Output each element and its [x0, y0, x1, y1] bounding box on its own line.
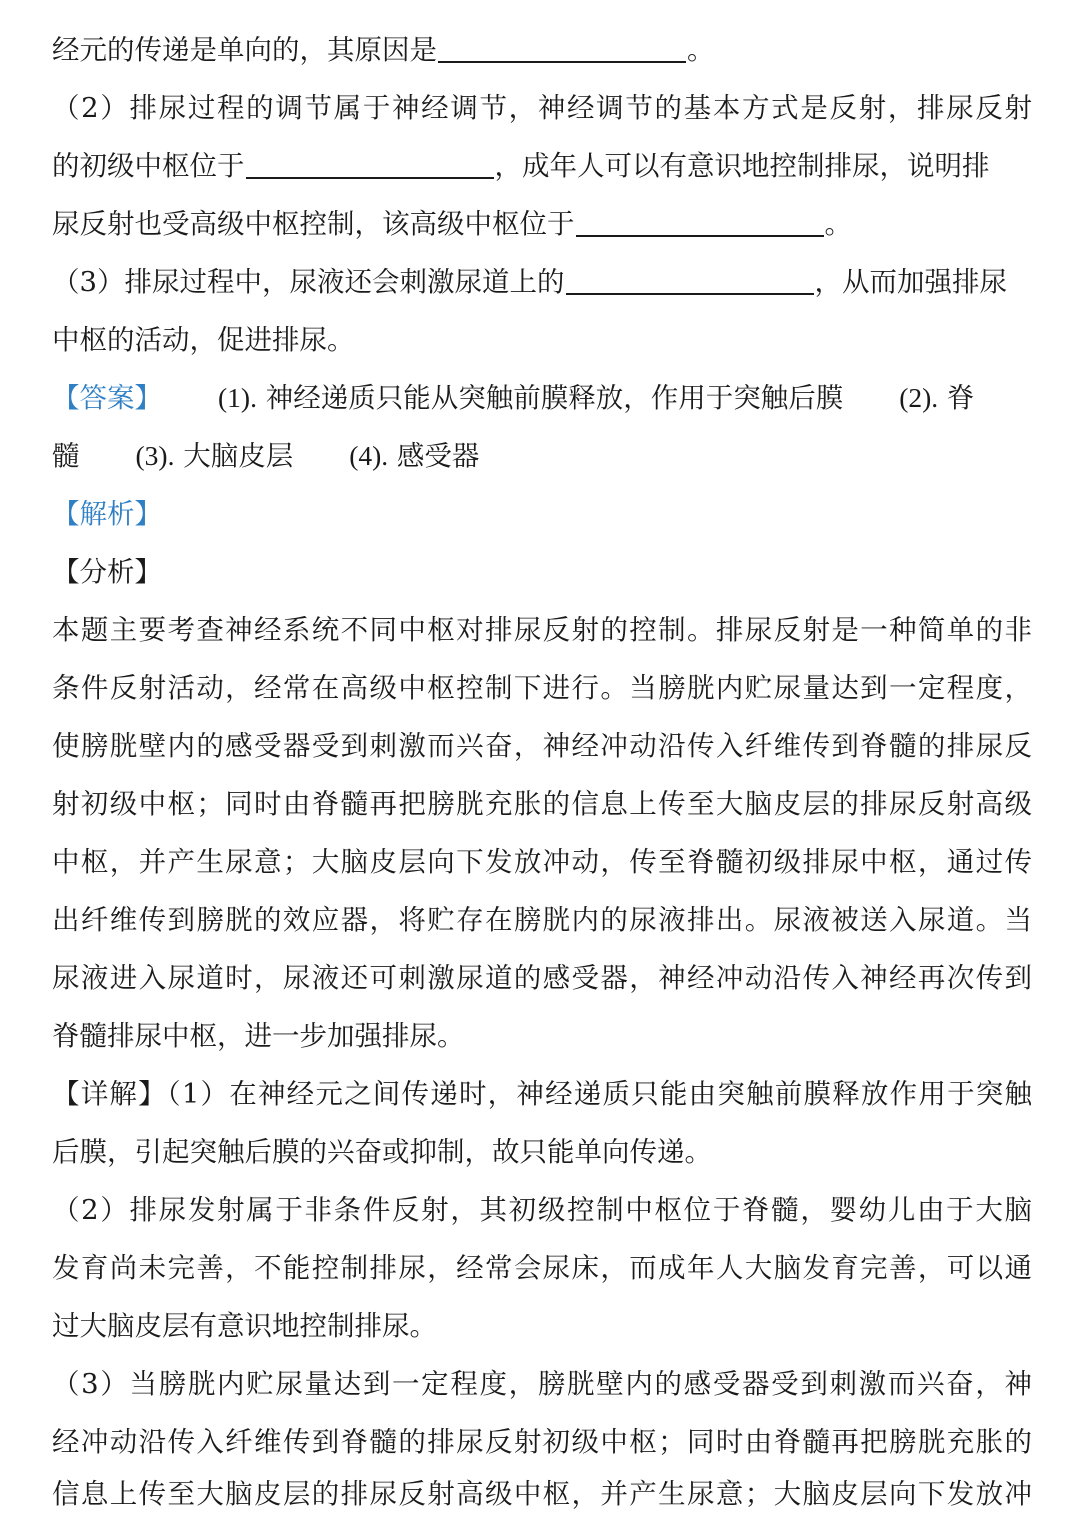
analysis-line: 出纤维传到膀胱的效应器，将贮存在膀胱内的尿液排出。尿液被送入尿道。当 — [52, 904, 1032, 936]
analysis-line: 尿液进入尿道时，尿液还可刺激尿道的感受器，神经冲动沿传入神经再次传到 — [52, 962, 1032, 994]
question-2-line-1: （2）排尿过程的调节属于神经调节，神经调节的基本方式是反射，排尿反射 — [52, 92, 1032, 124]
analysis-line: 条件反射活动，经常在高级中枢控制下进行。当膀胱内贮尿量达到一定程度， — [52, 672, 1032, 704]
analysis-line: 中枢，并产生尿意；大脑皮层向下发放冲动，传至脊髓初级排尿中枢，通过传 — [52, 846, 1032, 878]
question-line-1: 经元的传递是单向的，其原因是 。 — [52, 30, 1032, 70]
answer-1: 神经递质只能从突触前膜释放，作用于突触后膜 — [265, 382, 844, 414]
analysis-line: 射初级中枢；同时由脊髓再把膀胱充胀的信息上传至大脑皮层的排尿反射高级 — [52, 788, 1032, 820]
answer-blank-4 — [566, 263, 814, 295]
answer-line-1: 【答案】 (1). 神经递质只能从突触前膜释放，作用于突触后膜 (2). 脊 — [52, 382, 975, 414]
detail-line: （2）排尿发射属于非条件反射，其初级控制中枢位于脊髓，婴幼儿由于大脑 — [52, 1194, 1032, 1226]
detail-line-1: 【详解】（1）在神经元之间传递时，神经递质只能由突触前膜释放作用于突触 — [52, 1078, 1033, 1110]
detail-line: 发育尚未完善，不能控制排尿，经常会尿床，而成年人大脑发育完善，可以通 — [52, 1252, 1032, 1284]
answer-blank-3 — [576, 205, 824, 237]
answer-2-part-2: 髓 — [52, 440, 80, 472]
answer-blank-1 — [438, 31, 686, 63]
question-text: 经元的传递是单向的，其原因是 — [52, 34, 437, 66]
detail-line: 后膜，引起突触后膜的兴奋或抑制，故只能单向传递。 — [52, 1136, 712, 1168]
answer-4: 感受器 — [396, 440, 480, 472]
answer-line-2: 髓 (3). 大脑皮层 (4). 感受器 — [52, 440, 480, 472]
detail-line: （3）当膀胱内贮尿量达到一定程度，膀胱壁内的感受器受到刺激而兴奋，神 — [52, 1368, 1032, 1400]
detail-line-cut: 信息上传至大脑皮层的排尿反射高级中枢，并产生尿意；大脑皮层向下发放冲 — [52, 1478, 1032, 1510]
answer-blank-2 — [246, 147, 494, 179]
answer-label: 【答案】 — [52, 382, 162, 414]
analysis-label: 【解析】 — [52, 498, 162, 530]
question-3-line-2: 中枢的活动，促进排尿。 — [52, 324, 355, 356]
detail-line: 经冲动沿传入纤维传到脊髓的排尿反射初级中枢；同时由脊髓再把膀胱充胀的 — [52, 1426, 1032, 1458]
analysis-line: 本题主要考查神经系统不同中枢对排尿反射的控制。排尿反射是一种简单的非 — [52, 614, 1032, 646]
question-3-line-1: （3）排尿过程中，尿液还会刺激尿道上的 ，从而加强排尿 — [52, 262, 1032, 302]
answer-3: 大脑皮层 — [183, 440, 294, 472]
detail-line: 过大脑皮层有意识地控制排尿。 — [52, 1310, 437, 1342]
question-2-line-2: 的初级中枢位于 ，成年人可以有意识地控制排尿，说明排 — [52, 146, 1032, 186]
answer-2-part-1: 脊 — [946, 382, 975, 414]
analysis-line: 使膀胱壁内的感受器受到刺激而兴奋，神经冲动沿传入纤维传到脊髓的排尿反 — [52, 730, 1032, 762]
analysis-line: 脊髓排尿中枢，进一步加强排尿。 — [52, 1020, 465, 1052]
analysis-sub-label: 【分析】 — [52, 556, 162, 588]
question-2-line-3: 尿反射也受高级中枢控制，该高级中枢位于 。 — [52, 204, 1032, 244]
detail-label: 【详解】 — [52, 1078, 167, 1110]
